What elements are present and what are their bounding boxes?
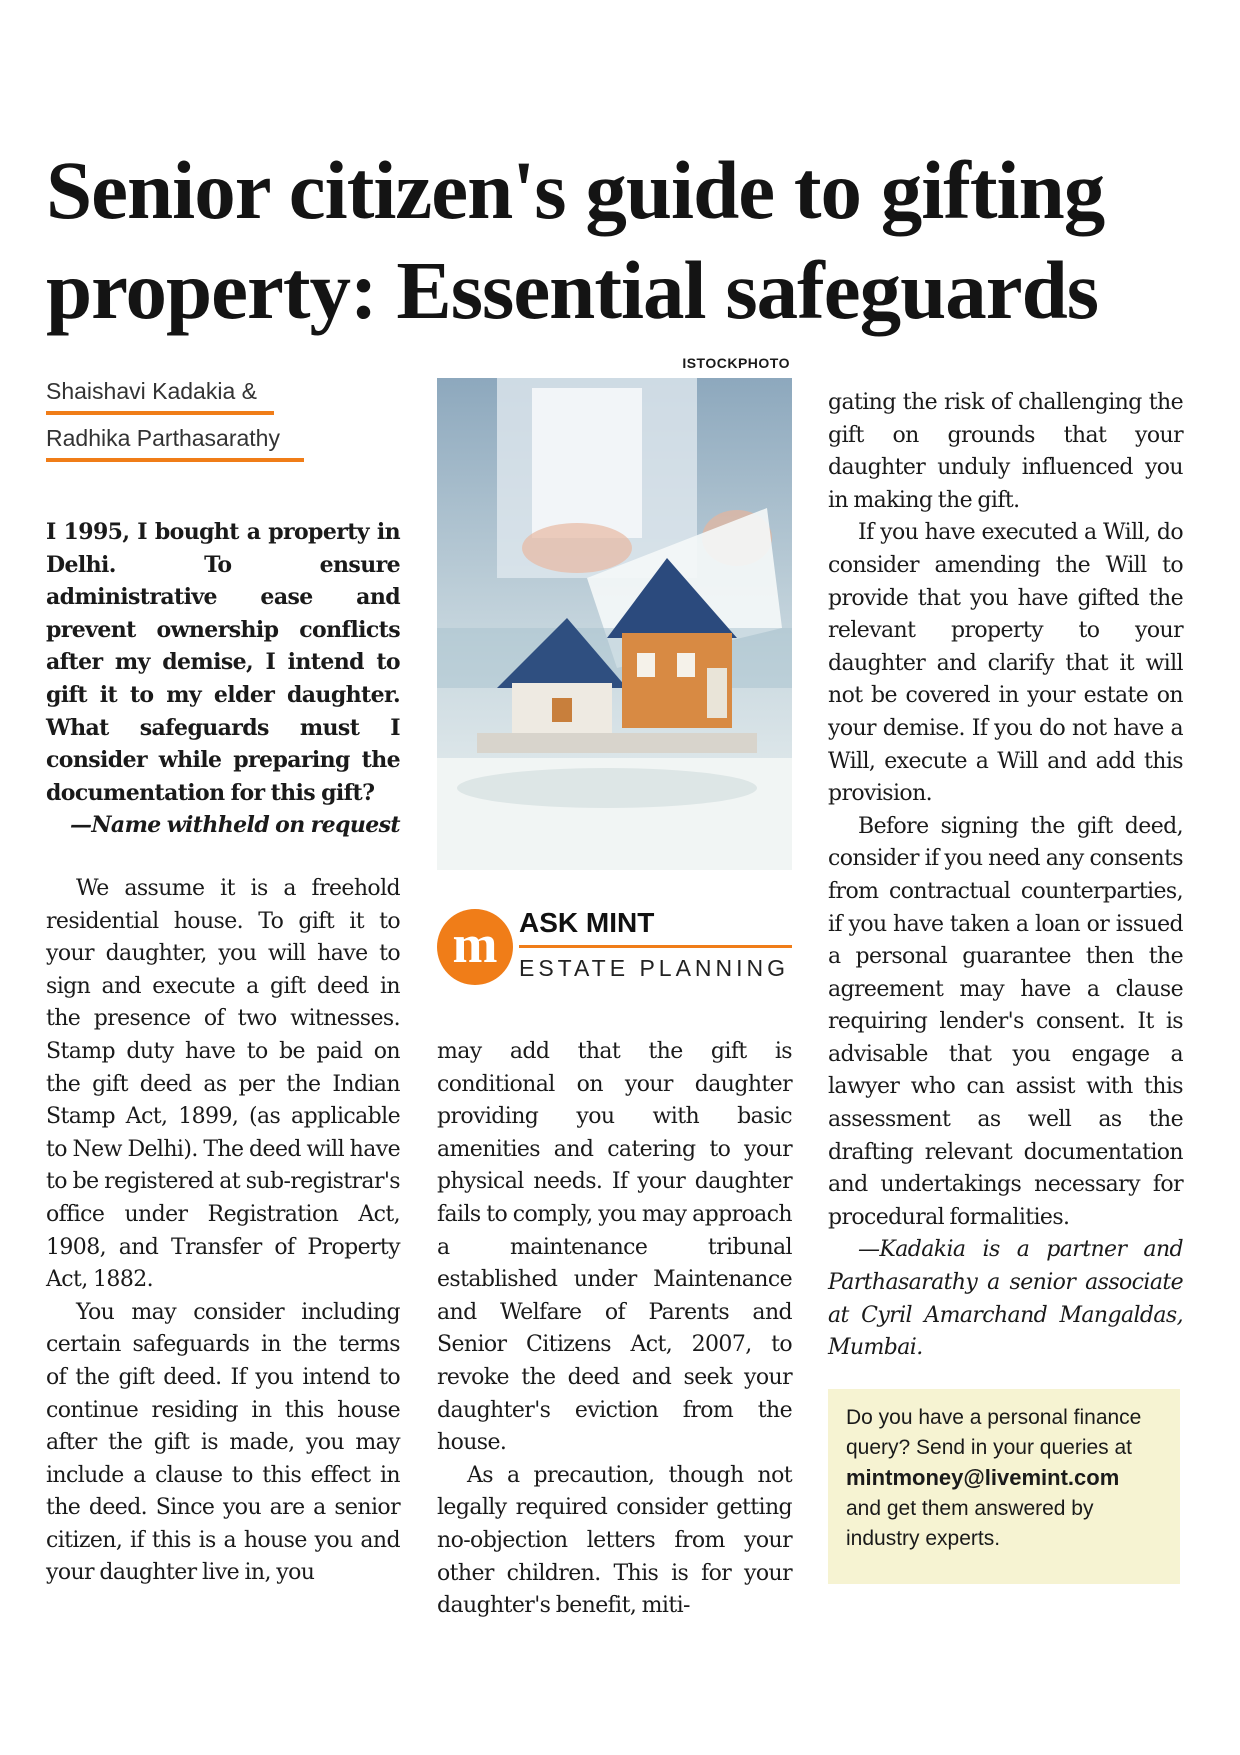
author-2: Radhika Parthasarathy <box>46 425 304 462</box>
author-1: Shaishavi Kadakia & <box>46 378 274 415</box>
query-email[interactable]: mintmoney@livemint.com <box>846 1465 1120 1490</box>
paragraph: If you have executed a Will, do consider amending the Will to provide that you have gifted the relevant property to your daughter and clarify that it will not be covered in your estate on your demise. If you do not have a Will, execute a Will and add this provision. <box>828 520 1183 807</box>
query-text: Do you have a personal finance query? Send in your queries at <box>846 1406 1142 1459</box>
ask-mint-badge <box>437 907 792 987</box>
ask-mint-subtitle: ESTATE PLANNING <box>519 955 790 981</box>
paragraph: may add that the gift is conditional on your daughter providing you with basic amenities and catering to your physical needs. If your daughter fails to comply, you may approach a maintenance tribunal established under Maintenance and Welfare of Parents and Senior Citizens Act, 2007, to revoke the deed and seek your daughter's eviction from the house. <box>437 1039 792 1456</box>
paragraph: Before signing the gift deed, consider if you need any consents from contractual counterparties, if you have taken a loan or issued a personal guarantee then the agreement may have a clause requiring lender's consent. It is advisable that you engage a lawyer who can assist with this assessment as well as the drafting relevant documentation and undertakings necessary for procedural formalities. <box>828 813 1183 1230</box>
column-1 <box>46 873 400 1590</box>
paragraph: You may consider including certain safeguards in the terms of the gift deed. If you intend to continue residing in this house after the gift is made, you may include a clause to this effect in the deed. Since you are a senior citizen, if this is a house you and your daughter live in, you <box>46 1299 400 1586</box>
headline-line-2: property: Essential safeguards <box>46 244 1099 336</box>
query-box <box>828 1389 1180 1584</box>
reader-question <box>46 516 400 842</box>
column-2 <box>437 1036 792 1623</box>
paragraph: We assume it is a freehold residential house. To gift it to your daughter, you will have to sign and execute a gift deed in the presence of two witnesses. Stamp duty have to be paid on the gift deed as per the Indian Stamp Act, 1899, (as applicable to New Delhi). The deed will have to be registered at sub-registrar's office under Registration Act, 1908, and Transfer of Property Act, 1882. <box>46 876 400 1293</box>
photo-credit: ISTOCKPHOTO <box>682 355 790 371</box>
column-3 <box>828 387 1183 1365</box>
mint-logo: m <box>437 909 513 985</box>
ask-mint-rule <box>519 945 792 948</box>
query-text-2: and get them answered by industry experts. <box>846 1497 1094 1550</box>
paragraph: gating the risk of challenging the gift on grounds that your daughter unduly influenced you in making the gift. <box>828 390 1183 513</box>
house-model-photo <box>437 378 792 870</box>
question-signature: —Name withheld on request <box>70 812 400 839</box>
paragraph: As a precaution, though not legally required consider getting no-objection letters from your other children. This is for your daughter's benefit, miti- <box>437 1462 792 1619</box>
headline <box>46 140 1196 340</box>
author-bio: —Kadakia is a partner and Parthasarathy a senior associate at Cyril Amarchand Mangaldas, Mumbai. <box>828 1237 1183 1361</box>
ask-mint-title: ASK MINT <box>519 907 655 938</box>
question-text: I 1995, I bought a property in Delhi. To ensure administrative ease and prevent ownership conflicts after my demise, I intend to gift it to my elder daughter. What safeguards must I consider while preparing the documentation for this gift? <box>46 519 400 806</box>
headline-line-1: Senior citizen's guide to gifting <box>46 144 1105 236</box>
house-model-illustration <box>437 378 792 870</box>
